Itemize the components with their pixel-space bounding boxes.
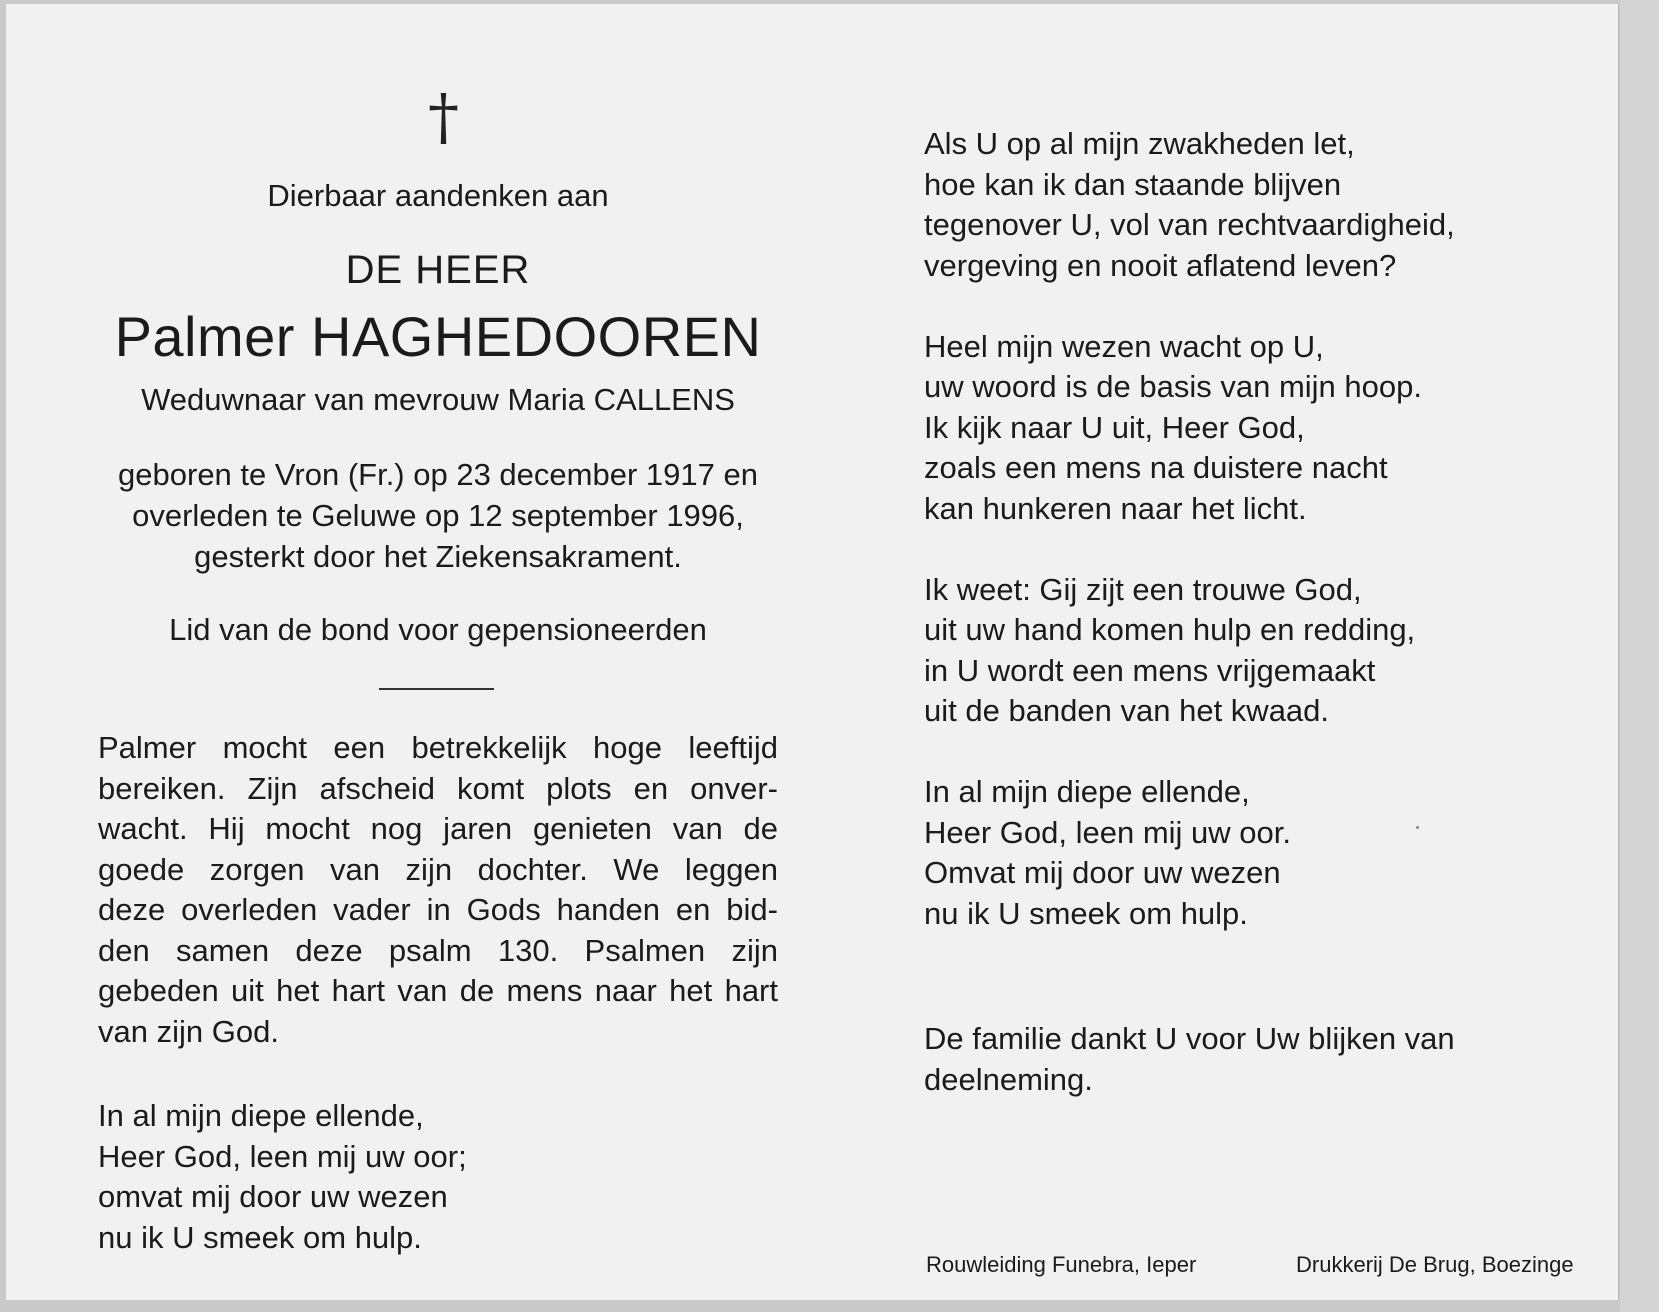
closing-verse [98, 1096, 467, 1258]
psalm-line: Ik weet: Gij zijt een trouwe God, [924, 571, 1362, 607]
psalm-line: In al mijn diepe ellende, [924, 774, 1250, 809]
psalm-line: Omvat mij door uw wezen [924, 855, 1281, 890]
thanks-line: deelneming. [924, 1061, 1093, 1097]
title-prefix: DE HEER [345, 248, 531, 292]
divider [379, 688, 494, 690]
psalm-line: Heel mijn wezen wacht op U, [924, 328, 1324, 364]
memorial-card [6, 4, 1619, 1300]
story-line: den samen deze psalm 130. Psalmen zijn [98, 932, 778, 968]
scan-background-strip [1620, 0, 1659, 1312]
family-thanks [924, 1019, 1455, 1100]
widower-line: Weduwnaar van mevrouw Maria CALLENS [141, 382, 735, 417]
dedication-line: Dierbaar aandenken aan [267, 178, 609, 213]
membership-line: Lid van de bond voor gepensioneerden [169, 612, 707, 647]
bio-line: overleden te Geluwe op 12 september 1996, [132, 498, 744, 533]
birth-death-info [98, 454, 778, 577]
psalm-line: kan hunkeren naar het licht. [924, 490, 1307, 526]
printer-credit: Drukkerij De Brug, Boezinge [1296, 1252, 1574, 1277]
verse-line: In al mijn diepe ellende, [98, 1098, 424, 1133]
psalm-line: uit uw hand komen hulp en redding, [924, 612, 1416, 647]
story-line: Palmer mocht een betrekkelijk hoge leeftijd [98, 730, 778, 765]
verse-line: omvat mij door uw wezen [98, 1179, 448, 1214]
psalm-line: hoe kan ik dan staande blijven [924, 166, 1342, 202]
psalm-line: vergeving en nooit aflatend leven? [924, 247, 1397, 283]
story-line: wacht. Hij mocht nog jaren genieten van de [98, 811, 778, 846]
verse-line: Heer God, leen mij uw oor; [98, 1138, 467, 1174]
psalm-line: in U wordt een mens vrijgemaakt [924, 652, 1376, 688]
story-line: bereiken. Zijn afscheid komt plots en onver- [98, 770, 778, 806]
psalm-line: Ik kijk naar U uit, Heer God, [924, 409, 1305, 445]
psalm-line: uw woord is de basis van mijn hoop. [924, 369, 1422, 404]
psalm-stanza [924, 327, 1544, 530]
psalm-stanza [924, 570, 1544, 732]
story-line: deze overleden vader in Gods handen en bid- [98, 892, 778, 927]
thanks-line: De familie dankt U voor Uw blijken van [924, 1021, 1455, 1056]
psalm-panel [924, 124, 1544, 975]
verse-line: nu ik U smeek om hulp. [98, 1219, 422, 1255]
psalm-line: Heer God, leen mij uw oor. [924, 814, 1292, 850]
memorial-text [98, 728, 778, 1052]
psalm-line: nu ik U smeek om hulp. [924, 895, 1248, 931]
funeral-director-credit: Rouwleiding Funebra, Ieper [926, 1252, 1197, 1277]
psalm-line: zoals een mens na duistere nacht [924, 450, 1388, 485]
paper-speck [1416, 826, 1419, 829]
deceased-name: Palmer HAGHEDOOREN [114, 305, 762, 368]
story-line: goede zorgen van zijn dochter. We leggen [98, 851, 778, 887]
psalm-line: tegenover U, vol van rechtvaardigheid, [924, 207, 1455, 242]
story-line: gebeden uit het hart van de mens naar het hart [98, 973, 778, 1008]
psalm-line: Als U op al mijn zwakheden let, [924, 126, 1355, 161]
psalm-line: uit de banden van het kwaad. [924, 693, 1330, 728]
bio-line: gesterkt door het Ziekensakrament. [194, 539, 682, 574]
bio-line: geboren te Vron (Fr.) op 23 december 1917 en [118, 457, 758, 492]
cross-icon: † [428, 80, 459, 153]
psalm-stanza [924, 772, 1544, 934]
psalm-stanza [924, 124, 1544, 286]
story-line: van zijn God. [98, 1013, 279, 1049]
